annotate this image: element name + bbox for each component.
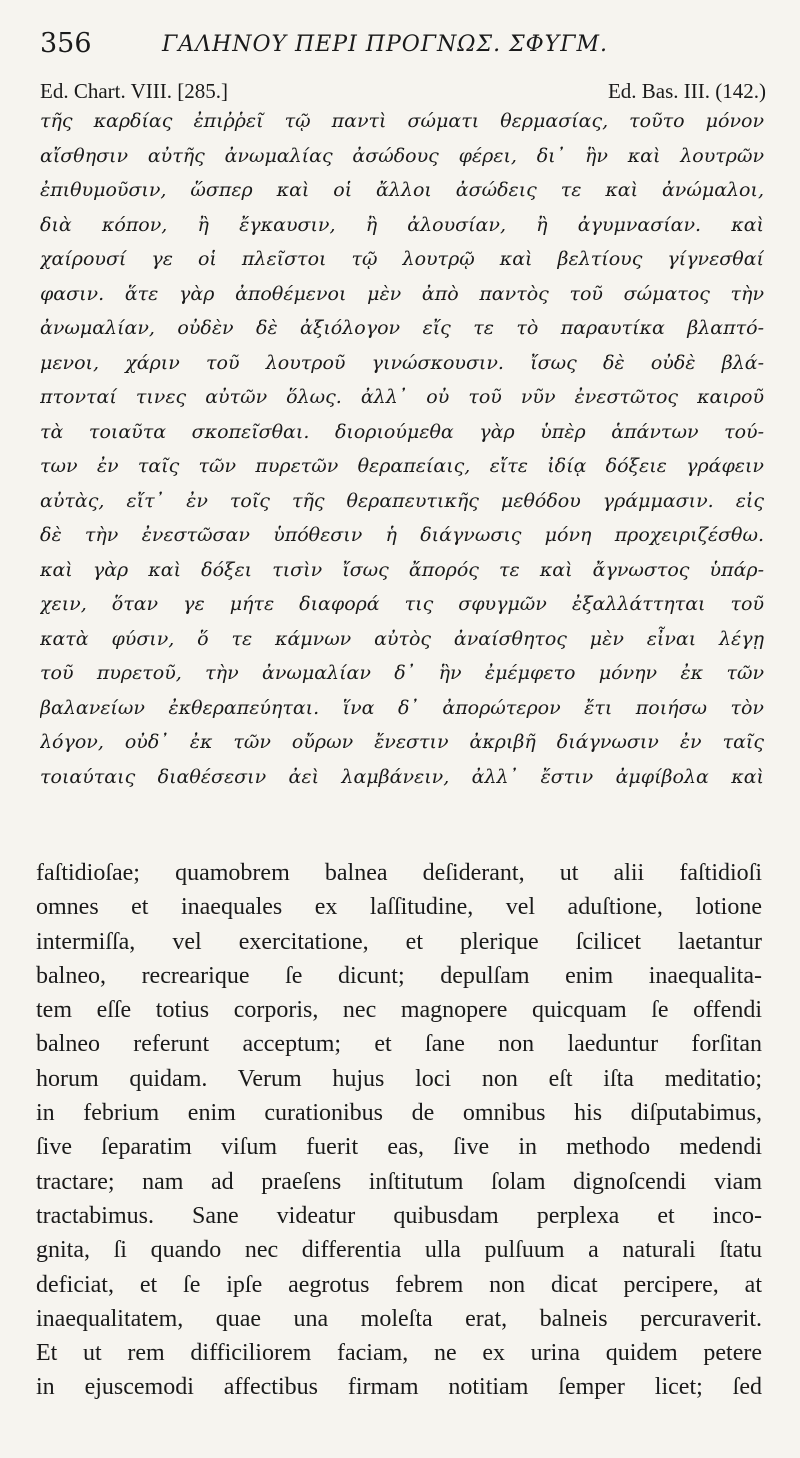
edition-reference-line [40,78,766,106]
latin-text-line: Et ut rem difficiliorem faciam, ne ex urina quidem petere [36,1340,762,1367]
latin-text-line: omnes et inaequales ex laſſitudine, vel aduſtione, lotione [36,894,762,921]
greek-text-line: φασιν. ἅτε γὰρ ἀποθέμενοι μὲν ἀπὸ παντὸς τοῦ σώματος τὴν [40,282,764,305]
latin-text-line: deficiat, et ſe ipſe aegrotus febrem non dicat percipere, at [36,1271,762,1298]
latin-text-line: in ejuscemodi affectibus firmam notitiam ſemper licet; ſed [36,1374,762,1401]
greek-text-line: τοῦ πυρετοῦ, τὴν ἀνωμαλίαν δ᾽ ἣν ἐμέμφετο μόνην ἐκ τῶν [40,662,764,684]
latin-text-line: faſtidioſae; quamobrem balnea deſiderant, ut alii faſtidioſi [36,860,762,886]
greek-text-line: ἐπιθυμοῦσιν, ὥσπερ καὶ οἱ ἄλλοι ἀσώδεις τε καὶ ἀνώμαλοι, [40,179,764,201]
greek-text-line: τὰ τοιαῦτα σκοπεῖσθαι. διοριούμεθα γὰρ ὑπὲρ ἁπάντων τού- [40,420,764,443]
greek-text-line: κατὰ φύσιν, ὅ τε κάμνων αὐτὸς ἀναίσθητος μὲν εἶναι λέγῃ [40,627,764,650]
latin-text-line: inaequalitatem, quae una moleſta erat, balneis percuraverit. [36,1305,762,1332]
greek-text-line: δὲ τὴν ἐνεστῶσαν ὑπόθεσιν ἡ διάγνωσις μόνη προχειριζέσθω. [40,524,764,546]
running-title: ΓΑΛΗΝΟΥ ΠΕΡΙ ΠΡΟΓΝΩΣ. ΣΦΥΓΜ. [162,32,608,57]
greek-text-line: μενοι, χάριν τοῦ λουτροῦ γινώσκουσιν. ἴσως δὲ οὐδὲ βλά- [40,351,764,374]
greek-text-line: λόγον, οὐδ᾽ ἐκ τῶν οὔρων ἔνεστιν ἀκριβῆ διάγνωσιν ἐν ταῖς [40,731,764,753]
greek-text-line: ἀνωμαλίαν, οὐδὲν δὲ ἀξιόλογον εἴς τε τὸ παραυτίκα βλαπτό- [40,317,764,339]
latin-text-line: ſive ſeparatim viſum fuerit eas, ſive in methodo medendi [36,1134,762,1161]
greek-text-line: των ἐν ταῖς τῶν πυρετῶν θεραπείαις, εἴτε ἰδίᾳ δόξειε γράφειν [40,455,764,477]
greek-text-line: χαίρουσί γε οἱ πλεῖστοι τῷ λουτρῷ καὶ βελτίους γίγνεσθαί [40,248,764,270]
greek-text-block [40,104,764,794]
page-header [40,26,760,66]
page-number: 356 [40,28,92,59]
latin-text-line: balneo referunt acceptum; et ſane non laeduntur forſitan [36,1031,762,1058]
edition-reference-right: Ed. Bas. III. (142.) [607,79,766,103]
greek-text-line: χειν, ὅταν γε μήτε διαφορά τις σφυγμῶν ἐξαλλάττηται τοῦ [40,593,764,615]
latin-text-line: tractare; nam ad praeſens inſtitutum ſolam dignoſcendi viam [36,1168,762,1195]
latin-text-line: intermiſſa, vel exercitatione, et plerique ſcilicet laetantur [36,928,762,955]
greek-text-line: τοιαύταις διαθέσεσιν ἀεὶ λαμβάνειν, ἀλλ᾽ ἔστιν ἀμφίβολα καὶ [40,765,764,788]
latin-text-line: tem eſſe totius corporis, nec magnopere quicquam ſe offendi [36,997,762,1024]
greek-text-line: αἴσθησιν αὐτῆς ἀνωμαλίας ἀσώδους φέρει, δι᾽ ἣν καὶ λουτρῶν [40,144,764,167]
latin-text-block [36,856,762,1405]
greek-text-line: βαλανείων ἐκθεραπεύηται. ἵνα δ᾽ ἀπορώτερον ἔτι ποιήσω τὸν [40,696,764,719]
greek-text-line: πτονταί τινες αὐτῶν ὅλως. ἀλλ᾽ οὐ τοῦ νῦν ἐνεστῶτος καιροῦ [40,386,764,408]
latin-text-line: balneo, recrearique ſe dicunt; depulſam enim inaequalita- [36,962,762,989]
greek-text-line: αὐτὰς, εἴτ᾽ ἐν τοῖς τῆς θεραπευτικῆς μεθόδου γράμμασιν. εἰς [40,489,764,512]
latin-text-line: horum quidam. Verum hujus loci non eſt iſta meditatio; [36,1065,762,1092]
edition-reference-left: Ed. Chart. VIII. [285.] [40,79,228,103]
greek-text-line: καὶ γὰρ καὶ δόξει τισὶν ἴσως ἄπορός τε καὶ ἄγνωστος ὑπάρ- [40,558,764,581]
greek-text-line: διὰ κόπον, ἢ ἔγκαυσιν, ἢ ἀλουσίαν, ἢ ἀγυμνασίαν. καὶ [40,213,764,236]
latin-text-line: gnita, ſi quando nec differentia ulla pulſuum a naturali ſtatu [36,1237,762,1264]
latin-text-line: in febrium enim curationibus de omnibus his diſputabimus, [36,1100,762,1127]
latin-text-line: tractabimus. Sane videatur quibusdam perplexa et inco- [36,1202,762,1229]
greek-text-line: τῆς καρδίας ἐπιῤῥεῖ τῷ παντὶ σώματι θερμασίας, τοῦτο μόνον [40,110,764,132]
